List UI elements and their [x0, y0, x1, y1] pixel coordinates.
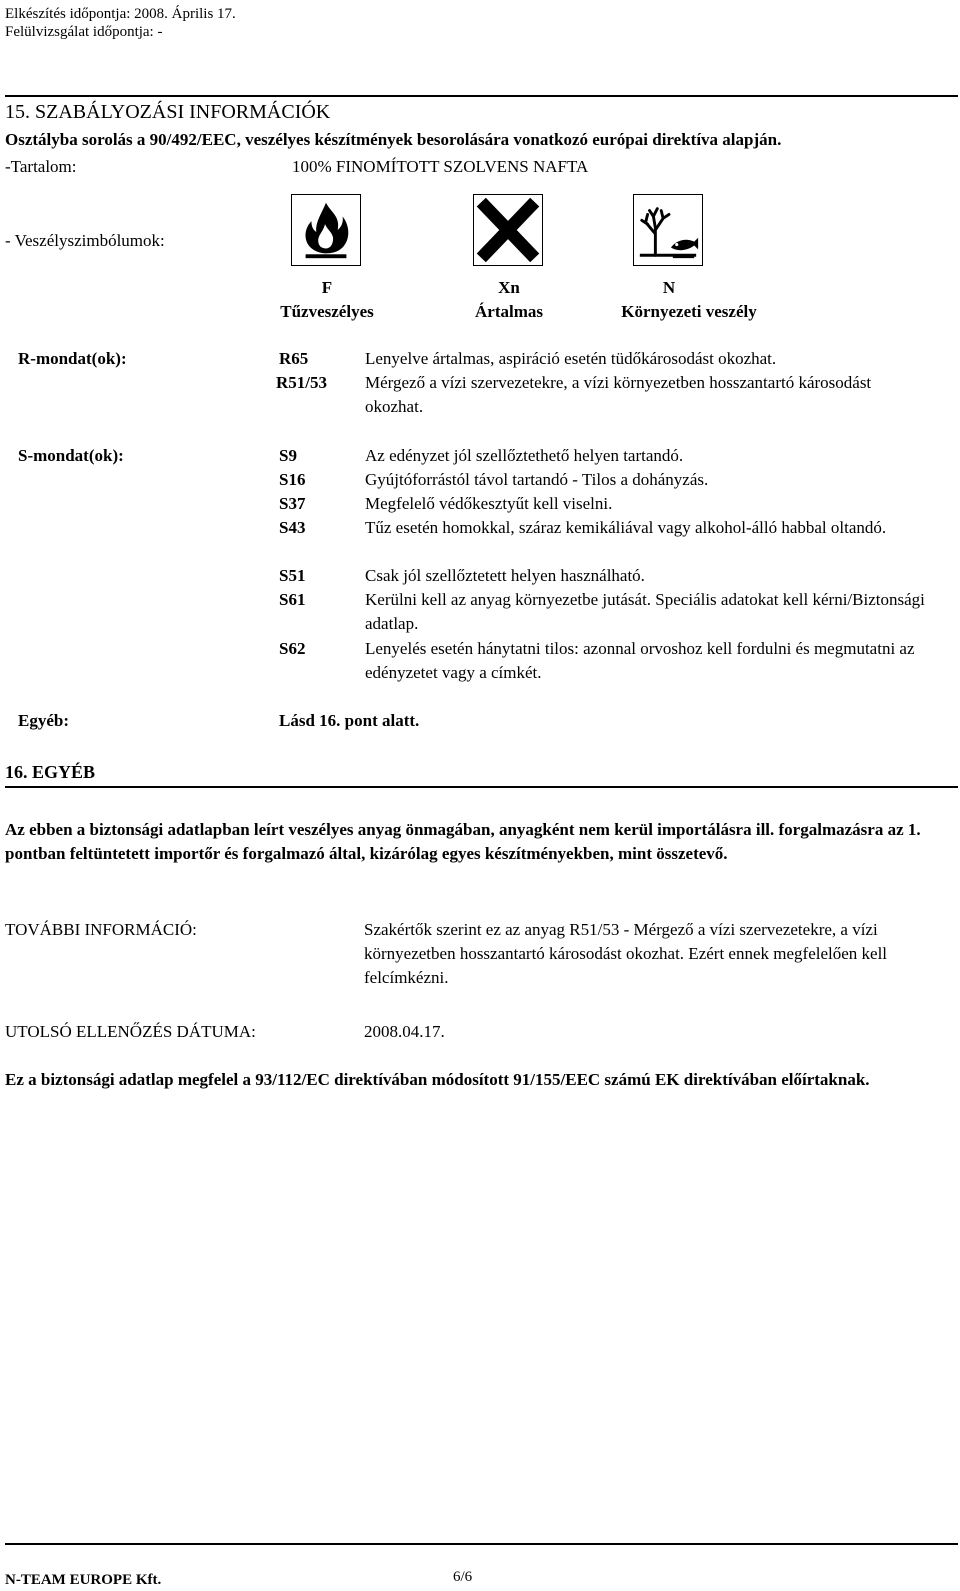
r-phrases-label: R-mondat(ok): — [18, 349, 127, 368]
s-code: S37 — [279, 494, 306, 513]
s-code: S9 — [279, 446, 297, 465]
symbol-code-xn: Xn — [498, 278, 520, 297]
last-check-date: 2008.04.17. — [364, 1022, 445, 1041]
further-info-text: Szakértők szerint ez az anyag R51/53 - Mérgező a vízi szervezetekre, a vízi környezetben hosszantartó károsodást okozhat. Ezért ennek megfelelően kell felcímkézni. — [364, 920, 888, 987]
s-text: Csak jól szellőztetett helyen használható. — [365, 566, 645, 585]
created-date: Elkészítés időpontja: 2008. Április 17. — [5, 6, 236, 22]
further-info-label: TOVÁBBI INFORMÁCIÓ: — [5, 920, 197, 939]
r-code: R65 — [279, 349, 309, 368]
other-label: Egyéb: — [18, 711, 69, 730]
s-text: Az edényzet jól szellőztethető helyen tartandó. — [365, 446, 684, 465]
compliance-statement: Ez a biztonsági adatlap megfelel a 93/112/EC direktívában módosított 91/155/EEC számú EK direktívában előírtaknak. — [5, 1070, 870, 1089]
section-15-title: 15. SZABÁLYOZÁSI INFORMÁCIÓK — [5, 101, 331, 123]
other-value: Lásd 16. pont alatt. — [279, 711, 420, 730]
r-text: Mérgező a vízi szervezetekre, a vízi környezetben hosszantartó károsodást okozhat. — [365, 373, 872, 416]
cross-icon — [473, 194, 543, 266]
footer-company: N-TEAM EUROPE Kft. — [5, 1572, 162, 1588]
s-code: S61 — [279, 590, 306, 609]
symbol-code-f: F — [321, 278, 333, 297]
s-code: S43 — [279, 518, 306, 537]
symbols-label: - Veszélyszimbólumok: — [5, 231, 165, 250]
r-text: Lenyelve ártalmas, aspiráció esetén tüdőkárosodást okozhat. — [365, 349, 777, 368]
footer-page-number: 6/6 — [453, 1569, 473, 1585]
s-text: Kerülni kell az anyag környezetbe jutását. Speciális adatokat kell kérni/Biztonsági adatlap. — [365, 590, 925, 633]
content-value: 100% FINOMÍTOTT SZOLVENS NAFTA — [292, 157, 589, 176]
footer-divider — [5, 1543, 958, 1545]
section-divider — [5, 95, 958, 97]
s-phrases-label: S-mondat(ok): — [18, 446, 124, 465]
section-divider — [5, 786, 958, 788]
flame-icon — [291, 194, 361, 266]
s-code: S16 — [279, 470, 306, 489]
s-text: Gyújtóforrástól távol tartandó - Tilos a dohányzás. — [365, 470, 709, 489]
symbol-code-n: N — [662, 278, 676, 297]
r-code: R51/53 — [276, 373, 327, 392]
dead-tree-fish-icon — [633, 194, 703, 266]
content-label: -Tartalom: — [5, 157, 77, 176]
s-code: S51 — [279, 566, 306, 585]
symbol-name-f: Tűzveszélyes — [280, 302, 374, 321]
s-text: Lenyelés esetén hánytatni tilos: azonnal orvoshoz kell fordulni és megmutatni az edényzetet vagy a címkét. — [365, 639, 915, 682]
symbol-name-n: Környezeti veszély — [621, 302, 757, 321]
s-text: Megfelelő védőkesztyűt kell viselni. — [365, 494, 613, 513]
s-code: S62 — [279, 639, 306, 658]
reviewed-date: Felülvizsgálat időpontja: - — [5, 24, 163, 40]
symbol-name-xn: Ártalmas — [475, 302, 543, 321]
import-notice: Az ebben a biztonsági adatlapban leírt veszélyes anyag önmagában, anyagként nem kerül importálásra ill. forgalmazásra az 1. pontban feltüntetett importőr és forgalmazó által, kizárólag egyes készítményekben, mint összetevő. — [5, 820, 921, 863]
last-check-label: UTOLSÓ ELLENŐZÉS DÁTUMA: — [5, 1022, 256, 1041]
classification-text: Osztályba sorolás a 90/492/EEC, veszélyes készítmények besorolására vonatkozó európai direktíva alapján. — [5, 130, 782, 149]
section-16-title: 16. EGYÉB — [5, 762, 96, 782]
s-text: Tűz esetén homokkal, száraz kemikáliával vagy alkohol-álló habbal oltandó. — [365, 518, 887, 537]
